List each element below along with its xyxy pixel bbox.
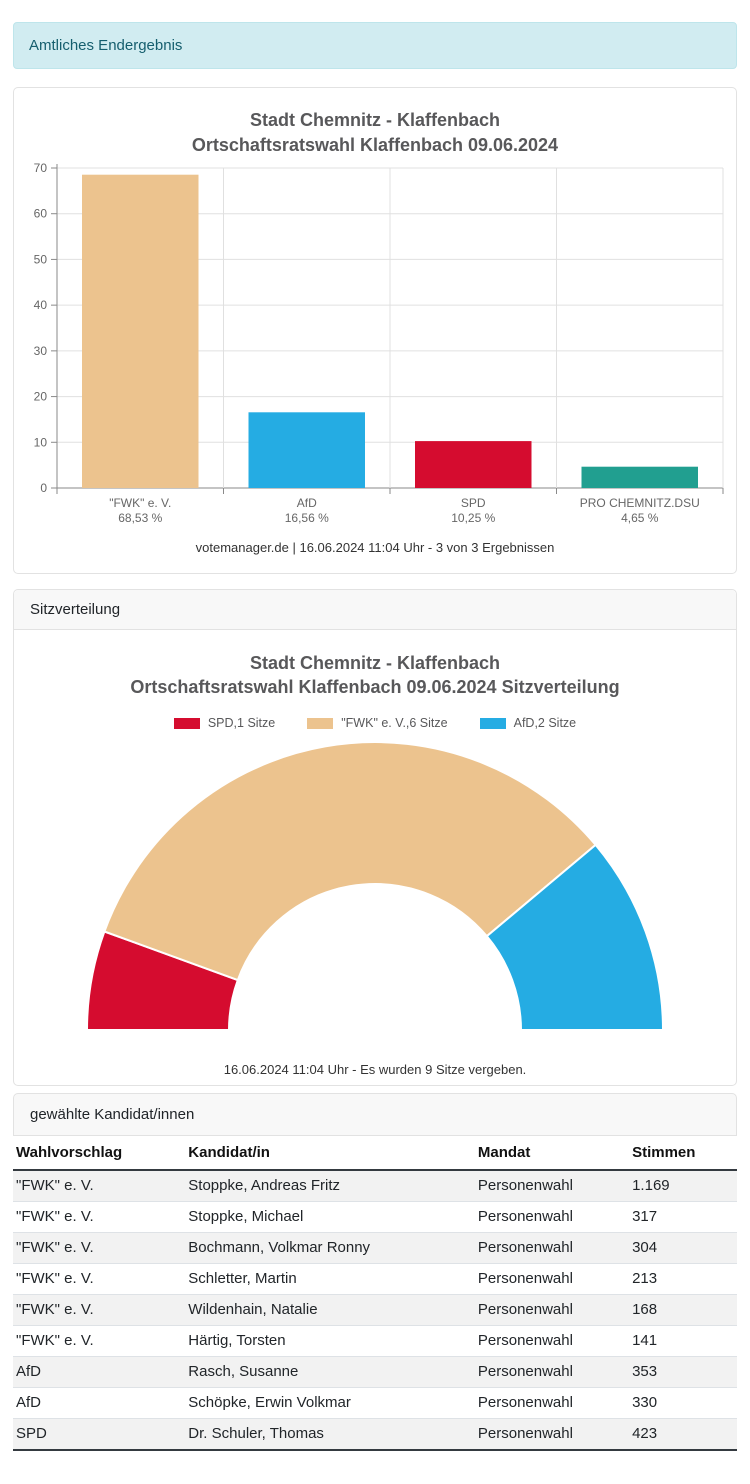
table-cell: Personenwahl (475, 1202, 629, 1233)
table-cell: Personenwahl (475, 1357, 629, 1388)
y-axis-tick: 40 (33, 297, 47, 312)
table-cell: 353 (629, 1357, 737, 1388)
table-cell: 168 (629, 1295, 737, 1326)
candidates-table-head (13, 1136, 737, 1170)
seat-distribution-header (14, 590, 736, 630)
results-chart-title (14, 108, 736, 158)
table-cell: 423 (629, 1419, 737, 1451)
table-cell: SPD (13, 1419, 185, 1451)
seats-legend (14, 716, 736, 730)
legend-item-2[interactable] (480, 716, 577, 730)
seat-distribution-header-label: Sitzverteilung (30, 600, 121, 618)
legend-label: "FWK" e. V.,6 Sitze (341, 716, 448, 731)
y-axis-tick: 0 (40, 480, 47, 495)
y-axis-tick: 70 (33, 160, 47, 175)
table-row (13, 1233, 737, 1264)
legend-item-1[interactable] (307, 716, 447, 730)
seat-distribution-card (13, 589, 737, 1087)
y-axis-tick: 30 (33, 343, 47, 358)
column-header-1: Kandidat/in (185, 1136, 475, 1170)
table-cell: Schletter, Martin (185, 1264, 475, 1295)
x-axis-category: "FWK" e. V. (109, 495, 172, 510)
elected-candidates-header-label: gewählte Kandidat/innen (30, 1106, 195, 1124)
table-cell: "FWK" e. V. (13, 1264, 185, 1295)
elected-candidates-section (13, 1093, 737, 1451)
table-cell: "FWK" e. V. (13, 1233, 185, 1264)
table-cell: 1.169 (629, 1170, 737, 1202)
legend-item-0[interactable] (174, 716, 275, 730)
column-header-2: Mandat (475, 1136, 629, 1170)
seat-distribution-body (14, 630, 736, 1086)
table-cell: "FWK" e. V. (13, 1326, 185, 1357)
results-chart-title-line2: Ortschaftsratswahl Klaffenbach 09.06.2024 (191, 134, 559, 155)
candidates-table (13, 1136, 737, 1451)
table-cell: 304 (629, 1233, 737, 1264)
column-header-3: Stimmen (629, 1136, 737, 1170)
result-bar-2 (415, 441, 532, 488)
legend-label: AfD,2 Sitze (513, 716, 577, 731)
table-cell: Personenwahl (475, 1264, 629, 1295)
table-cell: 317 (629, 1202, 737, 1233)
table-row (13, 1264, 737, 1295)
x-axis-percent: 16,56 % (284, 510, 329, 525)
official-result-label: Amtliches Endergebnis (29, 37, 183, 54)
table-cell: "FWK" e. V. (13, 1170, 185, 1202)
table-row (13, 1388, 737, 1419)
legend-swatch-icon (174, 718, 200, 729)
seats-chart-title (14, 651, 736, 701)
results-chart-card (13, 87, 737, 574)
table-cell: Personenwahl (475, 1233, 629, 1264)
result-bar-3 (582, 466, 699, 487)
y-axis-tick: 10 (33, 434, 47, 449)
results-bar-chart (14, 160, 736, 530)
table-cell: Stoppke, Michael (185, 1202, 475, 1233)
results-chart-title-line1: Stadt Chemnitz - Klaffenbach (249, 110, 500, 130)
y-axis-tick: 20 (33, 389, 47, 404)
x-axis-category: PRO CHEMNITZ.DSU (579, 495, 700, 510)
elected-candidates-header (13, 1093, 737, 1136)
result-bar-1 (249, 412, 366, 488)
table-row (13, 1170, 737, 1202)
table-cell: Personenwahl (475, 1170, 629, 1202)
column-header-0: Wahlvorschlag (13, 1136, 185, 1170)
table-cell: Bochmann, Volkmar Ronny (185, 1233, 475, 1264)
y-axis-tick: 50 (33, 252, 47, 267)
seats-chart-title-line1: Stadt Chemnitz - Klaffenbach (249, 652, 500, 673)
x-axis-category: SPD (460, 495, 486, 510)
legend-swatch-icon (480, 718, 506, 729)
table-cell: Wildenhain, Natalie (185, 1295, 475, 1326)
table-cell: Personenwahl (475, 1326, 629, 1357)
table-cell: Schöpke, Erwin Volkmar (185, 1388, 475, 1419)
x-axis-percent: 4,65 % (621, 510, 659, 525)
table-header-row (13, 1136, 737, 1170)
table-cell: Härtig, Torsten (185, 1326, 475, 1357)
table-row (13, 1202, 737, 1233)
legend-label: SPD,1 Sitze (207, 716, 276, 731)
table-row (13, 1295, 737, 1326)
results-chart-footer: votemanager.de | 16.06.2024 11:04 Uhr - 3 von 3 Ergebnissen (195, 539, 555, 555)
table-row (13, 1326, 737, 1357)
x-axis-category: AfD (296, 495, 317, 510)
table-row (13, 1419, 737, 1451)
seats-donut-chart (14, 734, 736, 1034)
table-cell: Dr. Schuler, Thomas (185, 1419, 475, 1451)
x-axis-percent: 68,53 % (118, 510, 163, 525)
y-axis-tick: 60 (33, 206, 47, 221)
table-cell: AfD (13, 1388, 185, 1419)
table-cell: 330 (629, 1388, 737, 1419)
table-cell: Rasch, Susanne (185, 1357, 475, 1388)
legend-swatch-icon (307, 718, 333, 729)
seats-chart-caption: 16.06.2024 11:04 Uhr - Es wurden 9 Sitze vergeben. (223, 1062, 527, 1078)
table-row (13, 1357, 737, 1388)
table-cell: Personenwahl (475, 1419, 629, 1451)
table-cell: Personenwahl (475, 1295, 629, 1326)
result-bar-0 (82, 174, 199, 487)
candidates-table-body (13, 1170, 737, 1450)
table-cell: Personenwahl (475, 1388, 629, 1419)
table-cell: "FWK" e. V. (13, 1295, 185, 1326)
official-result-banner (13, 22, 737, 69)
table-cell: "FWK" e. V. (13, 1202, 185, 1233)
seats-chart-title-line2: Ortschaftsratswahl Klaffenbach 09.06.2024 Sitzverteilung (130, 677, 620, 698)
table-cell: 213 (629, 1264, 737, 1295)
x-axis-percent: 10,25 % (451, 510, 496, 525)
table-cell: Stoppke, Andreas Fritz (185, 1170, 475, 1202)
table-cell: 141 (629, 1326, 737, 1357)
table-cell: AfD (13, 1357, 185, 1388)
